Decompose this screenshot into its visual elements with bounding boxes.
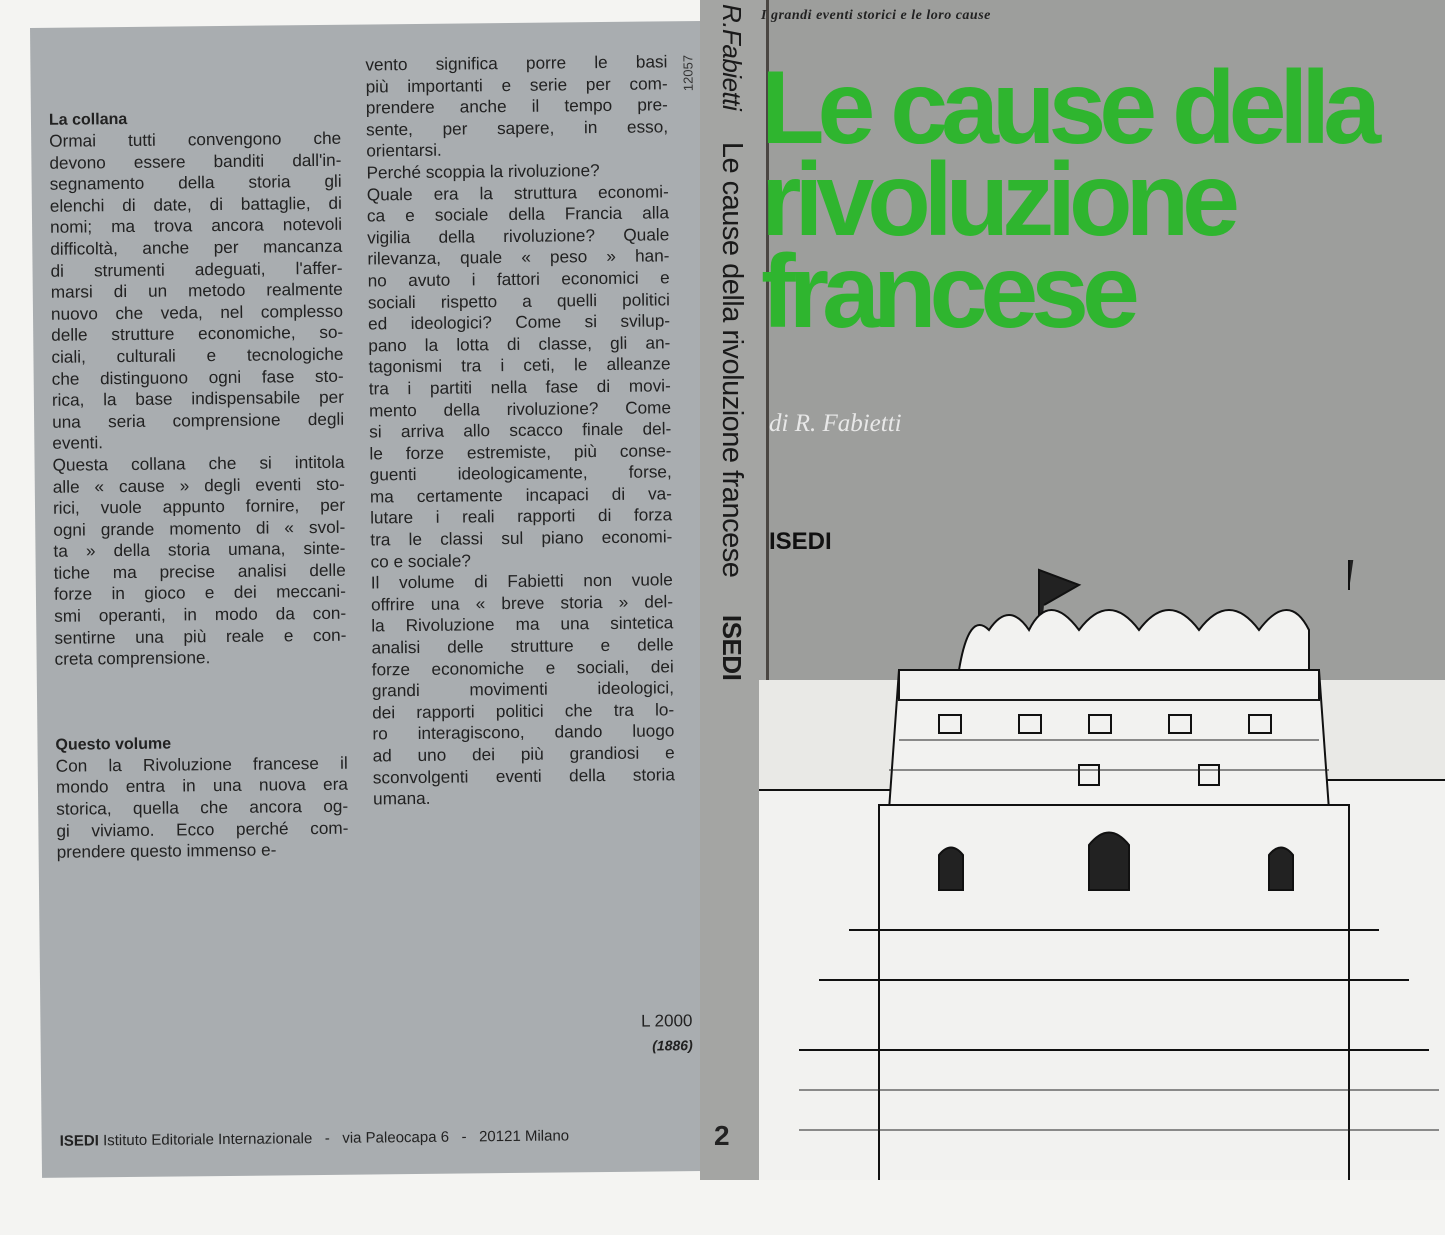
text-line: mento della rivoluzione? Come: [368, 396, 672, 420]
text-line: gi viviamo. Ecco perché com-: [56, 817, 349, 841]
text-line: tagonismi tra i ceti, le alleanze: [368, 353, 671, 377]
text-line: difficoltà, anche per mancanza: [50, 235, 343, 259]
text-line: tra i partiti nella fase di movi-: [368, 375, 671, 399]
text-line: la Rivoluzione ma una sintetica: [371, 612, 674, 636]
text-line: grandi movimenti ideologici,: [371, 677, 675, 701]
text-line: ta » della storia umana, sinte-: [53, 538, 346, 562]
text-line: orientarsi.: [366, 140, 442, 161]
text-line: mondo entra in una nuova era: [55, 774, 349, 798]
text-line: marsi di un metodo realmente: [50, 278, 343, 302]
text-line: Il volume di Fabietti non vuole: [370, 569, 673, 593]
text-line: Perché scoppia la rivoluzione?: [366, 160, 600, 183]
text-line: che distinguono ogni fase sto-: [51, 365, 344, 389]
text-line: Con la Rivoluzione francese il: [55, 752, 348, 776]
text-line: smi operanti, in modo da con-: [54, 602, 347, 626]
bastille-illustration: [759, 560, 1445, 1180]
text-line: ciali, culturali e tecnologiche: [51, 343, 344, 367]
text-line: alle « cause » degli eventi sto-: [52, 473, 345, 497]
text-line: elenchi di date, di battaglie, di: [49, 192, 342, 216]
price-code: (1886): [652, 1037, 693, 1054]
spine-title: Le cause della rivoluzione francese: [716, 141, 748, 578]
section-title-volume: Questo volume: [55, 735, 172, 754]
text-line: rica, la base indispensabile per: [51, 386, 344, 410]
text-line: tra le classi sul piano economi-: [370, 526, 673, 550]
text-line: sentirne una più reale e con-: [54, 624, 347, 648]
title-line: Le cause della: [761, 50, 1375, 166]
text-line: co e sociale?: [370, 550, 472, 572]
spine-publisher: ISEDI: [717, 614, 747, 681]
section-title-collana: La collana: [48, 110, 128, 129]
text-line: eventi.: [52, 432, 104, 454]
catalog-code: 12057: [680, 54, 696, 92]
text-line: più importanti e serie per com-: [365, 72, 668, 97]
text-line: le forze estremiste, più conse-: [369, 439, 672, 464]
text-line: sociali rispetto a quelli politici: [367, 288, 670, 313]
back-column-right: [365, 51, 675, 810]
text-line: ca e sociale della Francia alla: [366, 202, 670, 226]
price: L 2000: [640, 1011, 693, 1031]
text-line: forze economiche e sociali, dei: [371, 655, 674, 680]
text-line: Quale era la struttura economi-: [366, 180, 669, 205]
text-line: sconvolgenti eventi della storia: [372, 763, 675, 788]
text-line: ma certamente incapaci di va-: [369, 483, 673, 507]
text-line: sente, per sapere, in esso,: [365, 116, 669, 140]
text-line: tiche ma precise analisi delle: [53, 559, 346, 583]
collana-text: [49, 128, 347, 671]
spine-volume-number: 2: [714, 1120, 730, 1151]
volume-text-continued: [365, 51, 675, 810]
text-line: no avuto i fattori economici e: [367, 267, 670, 291]
text-line: lutare i reali rapporti di forza: [370, 504, 673, 528]
text-line: rilevanza, quale « peso » han-: [367, 245, 670, 269]
series-title: I grandi eventi storici e le loro cause: [761, 8, 991, 23]
text-line: una seria comprensione degli: [52, 408, 345, 432]
text-line: Ormai tutti convengono che: [49, 127, 342, 151]
text-line: umana.: [372, 788, 431, 809]
text-line: creta comprensione.: [54, 647, 211, 670]
text-line: ogni grande momento di « svol-: [53, 516, 346, 540]
author: di R. Fabietti: [769, 410, 902, 437]
publisher-logo: ISEDI: [769, 528, 832, 555]
text-line: ro interagiscono, dando luogo: [372, 720, 675, 744]
text-line: delle strutture economiche, so-: [51, 322, 344, 346]
volume-text: [56, 753, 349, 864]
footer-publisher: ISEDI: [59, 1132, 99, 1150]
text-line: ad uno dei più grandiosi e: [372, 742, 675, 766]
back-column-left: [49, 107, 349, 864]
text-line: ed ideologici? Come si svilup-: [368, 310, 671, 334]
front-cover: [761, 0, 1445, 1175]
price-block: [641, 1011, 693, 1054]
text-line: Questa collana che si intitola: [52, 451, 345, 475]
text-line: devono essere banditi dall'in-: [49, 149, 342, 173]
title-line: francese: [761, 234, 1133, 350]
title-line: rivoluzione: [761, 142, 1233, 258]
text-line: si arriva allo scacco finale del-: [369, 418, 672, 442]
text-line: nomi; ma trova ancora notevoli: [49, 214, 343, 238]
text-line: prendere questo immenso e-: [56, 839, 277, 862]
text-line: dei rapporti politici che tra lo-: [372, 699, 675, 723]
text-line: nuovo che veda, nel complesso: [50, 300, 344, 324]
text-line: offrire una « breve storia » del-: [370, 591, 674, 615]
book-title: [761, 50, 1375, 350]
text-line: segnamento della storia gli: [49, 170, 342, 194]
text-line: prendere anche il tempo pre-: [365, 94, 668, 118]
spine-author: R.Fabietti: [717, 4, 747, 111]
text-line: storica, quella che ancora og-: [56, 795, 349, 819]
back-cover: [30, 21, 714, 1178]
footer-address: Istituto Editoriale Internazionale - via Paleocapa 6 - 20121 Milano: [102, 1127, 570, 1150]
text-line: vigilia della rivoluzione? Quale: [367, 224, 670, 248]
spine-text: [715, 4, 748, 680]
text-line: vento significa porre le basi: [365, 51, 668, 75]
publisher-footer: [60, 1126, 700, 1150]
text-line: di strumenti adeguati, l'affer-: [50, 257, 343, 281]
text-line: guenti ideologicamente, forse,: [369, 461, 672, 485]
text-line: analisi delle strutture e delle: [371, 634, 674, 658]
text-line: rici, vuole appunto fornire, per: [52, 494, 346, 518]
text-line: forze in gioco e dei meccani-: [53, 581, 347, 605]
text-line: pano la lotta di classe, gli an-: [368, 332, 671, 356]
